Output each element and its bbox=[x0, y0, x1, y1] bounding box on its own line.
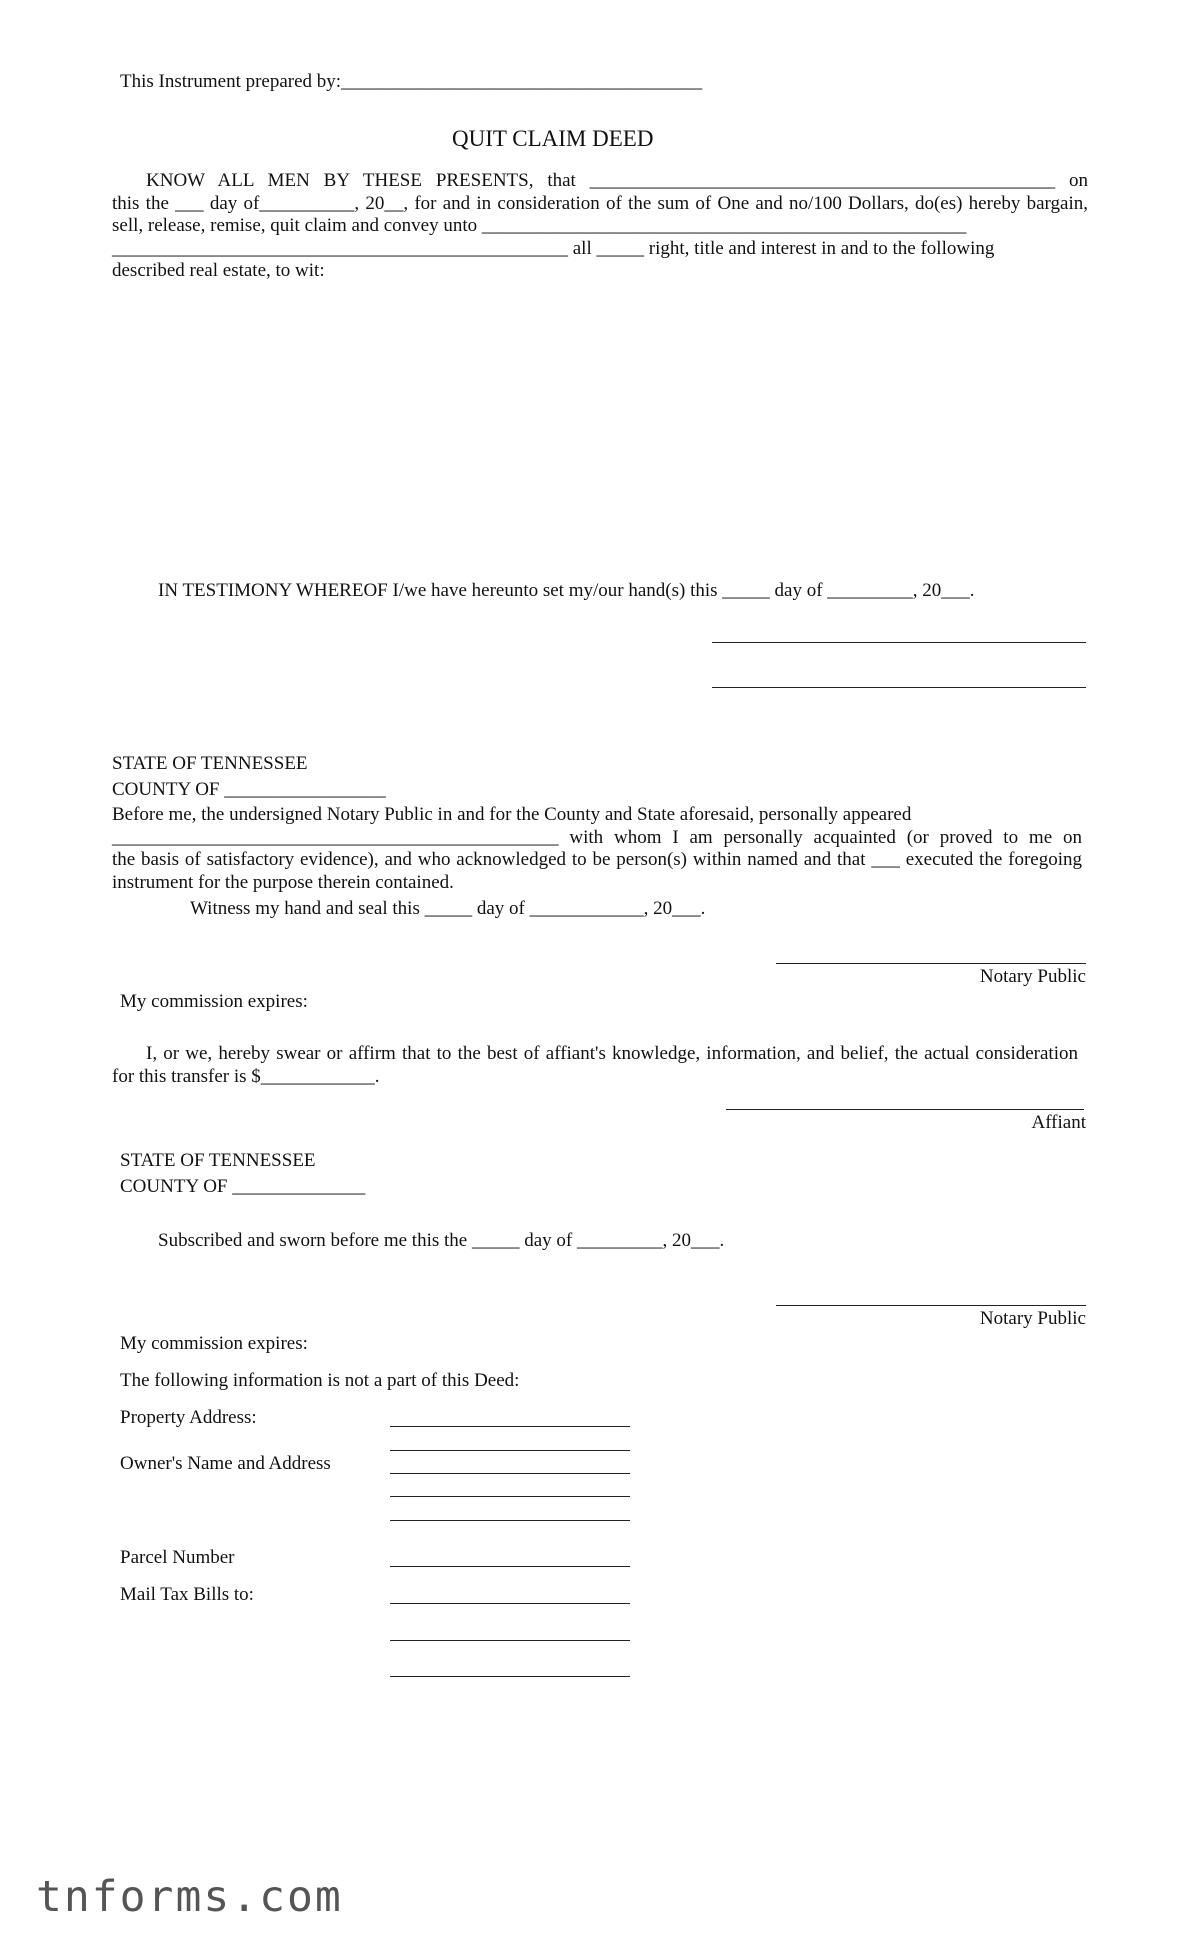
ack-county: COUNTY OF _________________ bbox=[112, 779, 386, 800]
info-note: The following information is not a part of this Deed: bbox=[120, 1370, 520, 1391]
ack-line-2: _______________________________________________ with whom I am personally acquainted (or proved to me on bbox=[112, 826, 1082, 848]
notary-label-1: Notary Public bbox=[979, 966, 1086, 987]
witness-line: Witness my hand and seal this _____ day of ____________, 20___. bbox=[190, 898, 706, 919]
subscribed-line: Subscribed and sworn before me this the _____ day of _________, 20___. bbox=[158, 1230, 725, 1251]
ack-line-4: instrument for the purpose therein contained. bbox=[112, 871, 454, 893]
testimony-line: IN TESTIMONY WHEREOF I/we have hereunto set my/our hand(s) this _____ day of _________, 20___. bbox=[158, 580, 975, 601]
deed-line-3: sell, release, remise, quit claim and convey unto ___________________________________________________ bbox=[112, 215, 967, 236]
deed-line-2: this the ___ day of__________, 20__, for and in consideration of the sum of One and no/100 Dollars, do(es) hereby bargain, bbox=[112, 192, 1088, 214]
owner-label: Owner's Name and Address bbox=[120, 1453, 331, 1474]
deed-line-5: described real estate, to wit: bbox=[112, 260, 325, 281]
owner-line-3 bbox=[390, 1520, 630, 1521]
property-address-line-1 bbox=[390, 1426, 630, 1427]
affiant-label: Affiant bbox=[1031, 1112, 1086, 1133]
mail-tax-line-2 bbox=[390, 1640, 630, 1641]
property-address-label: Property Address: bbox=[120, 1407, 257, 1428]
jurat-county: COUNTY OF ______________ bbox=[120, 1176, 366, 1197]
ack-line-3: the basis of satisfactory evidence), and who acknowledged to be person(s) within named and that ___ executed the foregoing bbox=[112, 849, 1082, 870]
signature-line-2 bbox=[712, 687, 1086, 688]
jurat-state: STATE OF TENNESSEE bbox=[120, 1150, 316, 1171]
mail-tax-line-1 bbox=[390, 1603, 630, 1604]
document-title: QUIT CLAIM DEED bbox=[452, 126, 654, 151]
watermark-logo: tnforms.com bbox=[36, 1872, 343, 1922]
mail-tax-label: Mail Tax Bills to: bbox=[120, 1584, 254, 1605]
ack-line-1: Before me, the undersigned Notary Public in and for the County and State aforesaid, personally appeared bbox=[112, 804, 912, 825]
deed-paragraph bbox=[112, 170, 1088, 283]
notary-signature-line-1 bbox=[776, 963, 1086, 964]
mail-tax-line-3 bbox=[390, 1676, 630, 1677]
deed-line-1: KNOW ALL MEN BY THESE PRESENTS, that _________________________________________________ on bbox=[146, 170, 1088, 191]
parcel-label: Parcel Number bbox=[120, 1547, 235, 1568]
owner-line-2 bbox=[390, 1496, 630, 1497]
affidavit-line-2: for this transfer is $____________. bbox=[112, 1065, 380, 1087]
signature-line-1 bbox=[712, 642, 1086, 643]
prepared-by-line: This Instrument prepared by:______________________________________ bbox=[120, 71, 703, 92]
notary-signature-line-2 bbox=[776, 1305, 1086, 1306]
owner-line-1 bbox=[390, 1473, 630, 1474]
parcel-line bbox=[390, 1566, 630, 1567]
commission-expires-1: My commission expires: bbox=[120, 991, 308, 1012]
commission-expires-2: My commission expires: bbox=[120, 1333, 308, 1354]
affidavit-line-1: I, or we, hereby swear or affirm that to the best of affiant's knowledge, information, and belief, the actual consideration bbox=[146, 1043, 1078, 1064]
ack-state: STATE OF TENNESSEE bbox=[112, 753, 308, 774]
affiant-signature-line bbox=[726, 1109, 1084, 1110]
ack-paragraph bbox=[112, 804, 1082, 894]
deed-line-4: ________________________________________________ all _____ right, title and interest in and to the following bbox=[112, 237, 995, 259]
affidavit-paragraph bbox=[112, 1043, 1078, 1088]
property-address-line-2 bbox=[390, 1450, 630, 1451]
notary-label-2: Notary Public bbox=[979, 1308, 1086, 1329]
